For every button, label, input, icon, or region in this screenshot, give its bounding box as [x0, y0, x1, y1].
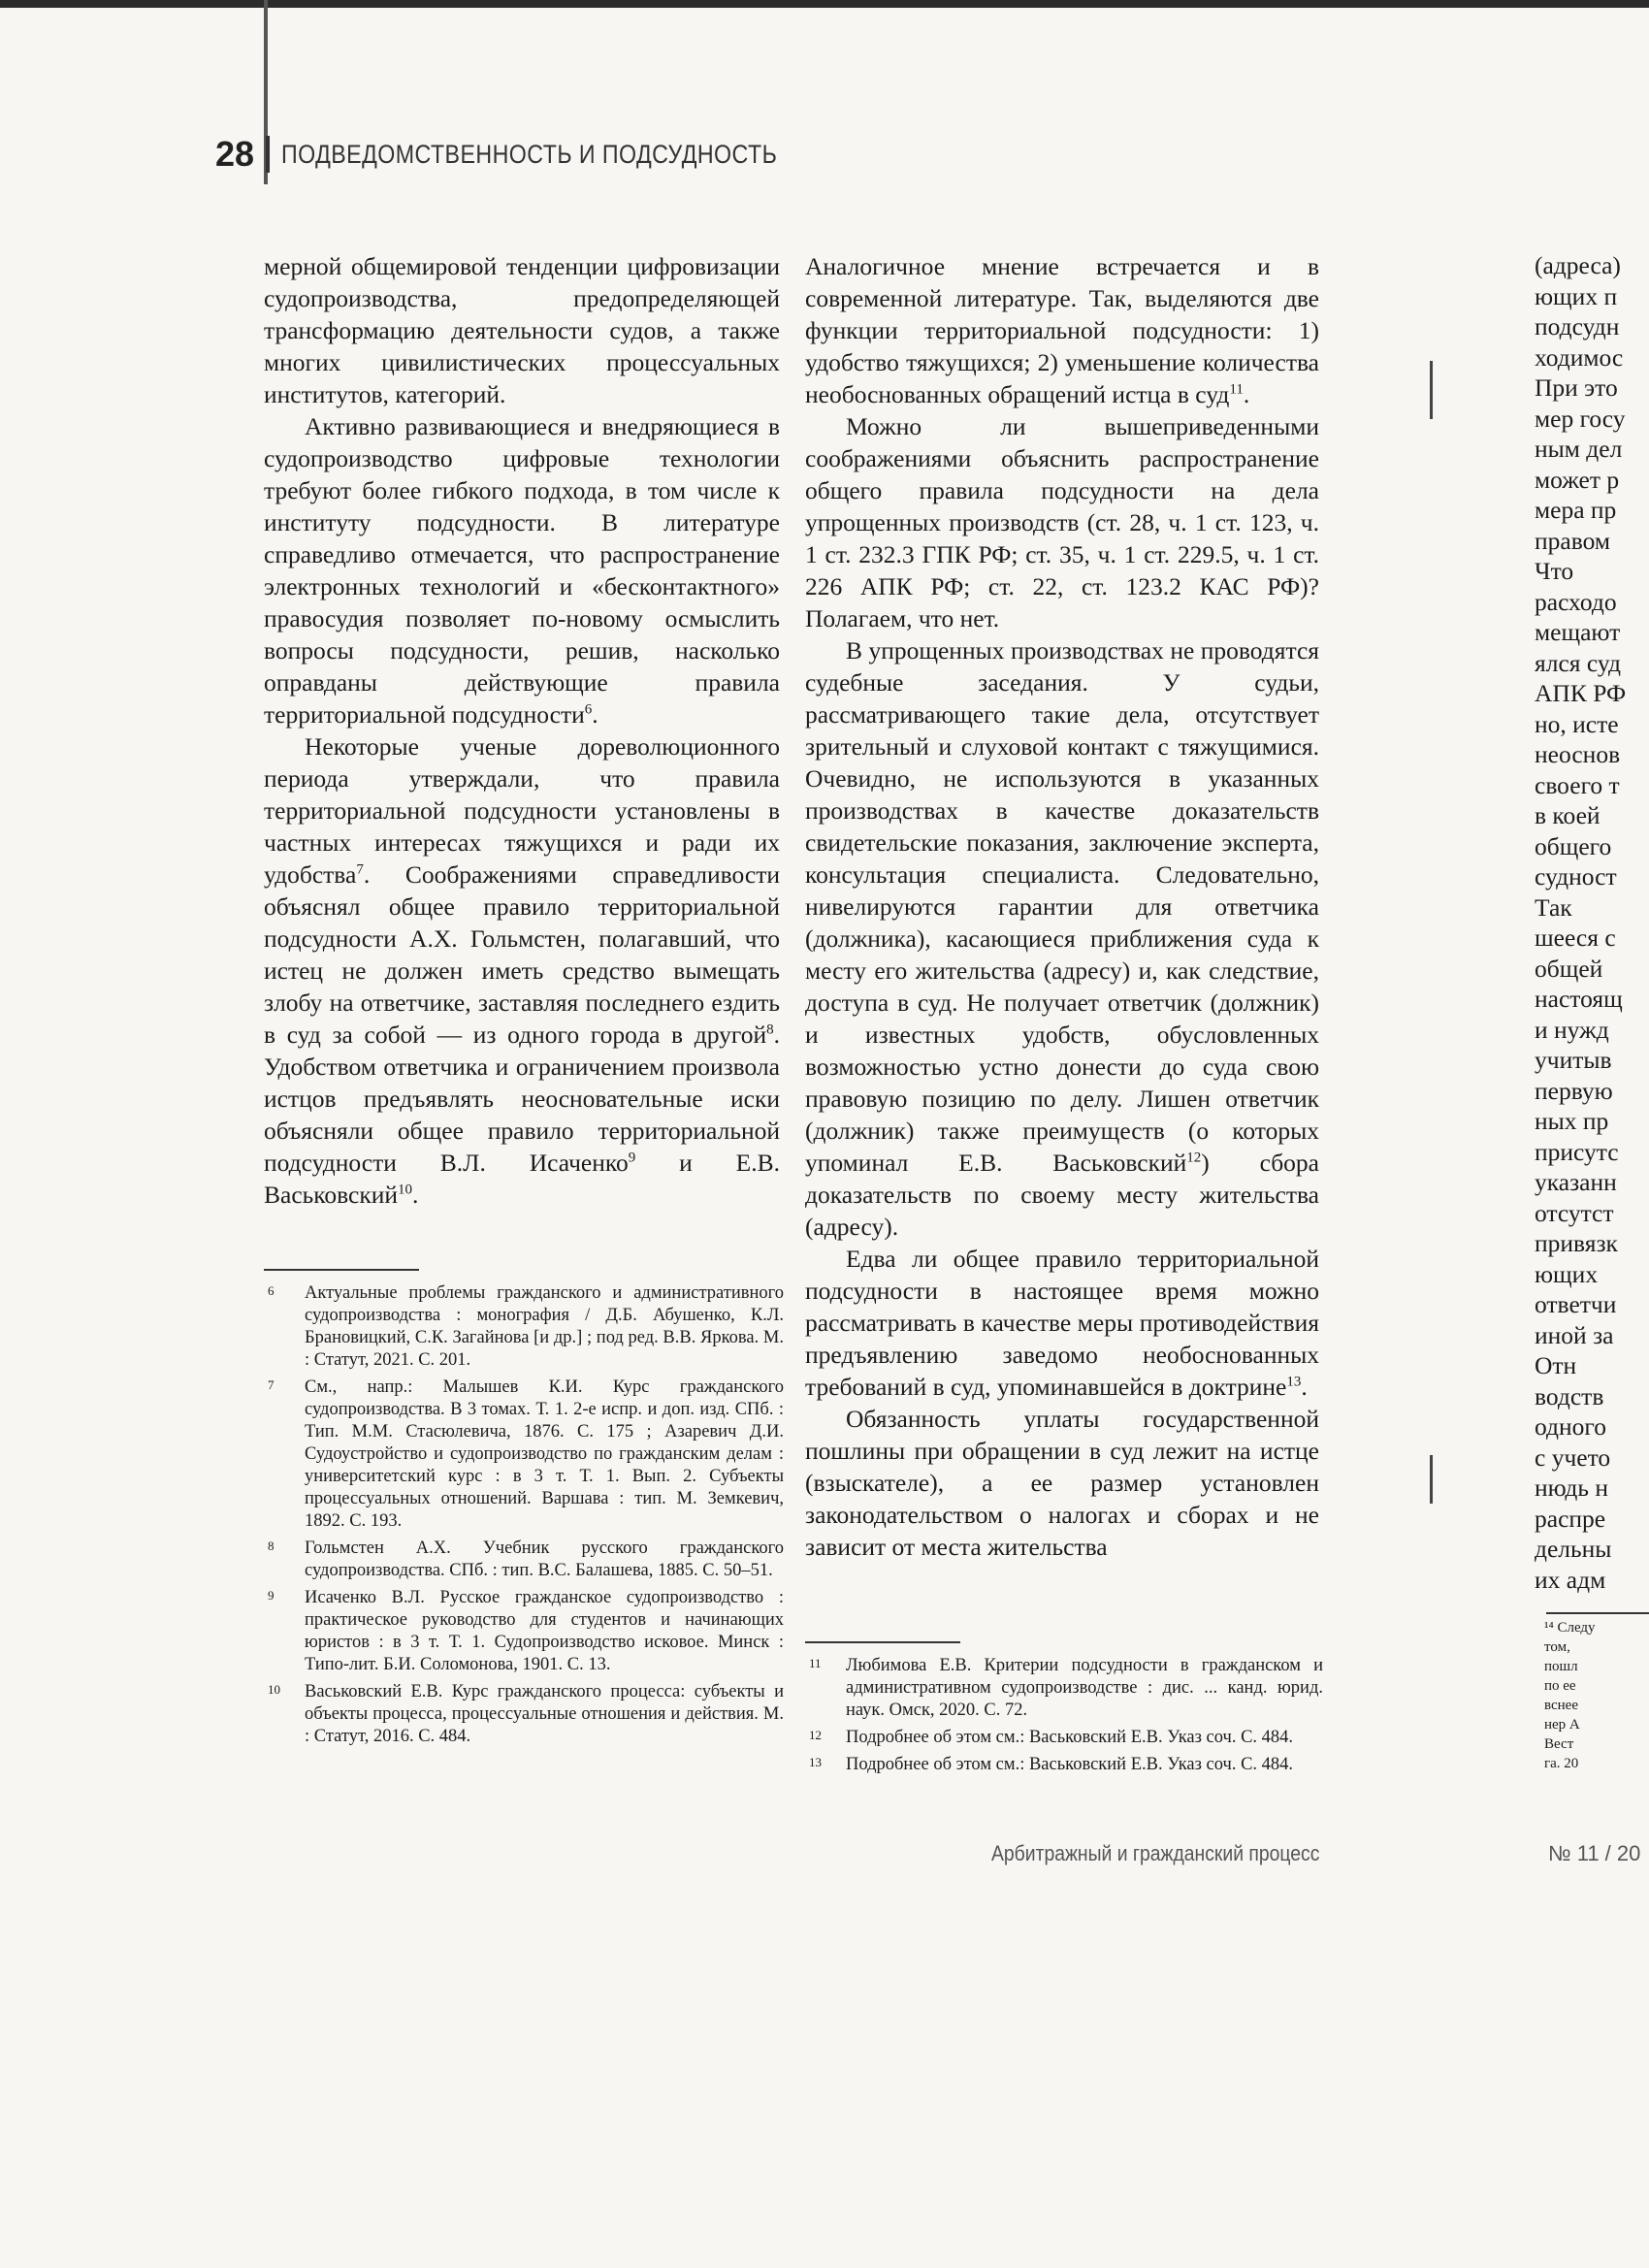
- section-title: ПОДВЕДОМСТВЕННОСТЬ И ПОДСУДНОСТЬ: [281, 139, 778, 169]
- next-page-line: ных пр: [1535, 1107, 1609, 1135]
- journal-footer: Арбитражный и гражданский процесс: [991, 1841, 1320, 1865]
- next-page-line: правом: [1535, 526, 1610, 555]
- paragraph: Едва ли общее правило территориальной подсудности в настоящее время можно рассматривать в качестве меры противодействия предъявлению заведомо необоснованных требований в суд, упоминавшейся в доктрине$^{13}$.: [805, 1245, 1319, 1401]
- next-page-line: При это: [1535, 373, 1618, 402]
- paragraph: Активно развивающиеся и внедряющиеся в судопроизводство цифровые технологии требуют более гибкого подхода, в том числе к институту подсудности. В литературе справедливо отмечается, что распространение электронных технологий и «бесконтактного» правосудия позволяет по-новому осмыслить вопросы подсудности, решив, насколько оправданы действующие правила территориальной подсудности$^6$.: [264, 412, 780, 729]
- footnote: 9 Исаченко В.Л. Русское гражданское судопроизводство : практическое руководство для студентов и начинающих юристов : в 3 т. Т. 1. Судопроизводство исковое. Минск : Типо-лит. Б.И. Соломонова, 1901. С. 13.: [268, 1587, 784, 1674]
- footnote-ref[interactable]: 11: [1229, 381, 1244, 398]
- next-page-line: Отн: [1535, 1351, 1577, 1379]
- next-page-line: ответчи: [1535, 1290, 1617, 1318]
- next-page-line: мера пр: [1535, 496, 1617, 524]
- footnote-ref[interactable]: 9: [628, 1150, 636, 1166]
- footnote: 7 См., напр.: Малышев К.И. Курс гражданского судопроизводства. В 3 томах. Т. 1. 2-е испр. и доп. изд. СПб. : Тип. М.М. Стасюлевича, 1876. С. 175 ; Азаревич Д.И. Судоустройство и судопроизводство по гражданским делам : университетский курс : в 3 т. Т. 1. Вып. 2. Субъекты процессуальных отношений. Варшава : тип. М. Земкевич, 1892. С. 193.: [268, 1377, 784, 1531]
- next-page-footnote-fragment: [1544, 1618, 1596, 1773]
- footnote: 8 Гольмстен А.Х. Учебник русского гражданского судопроизводства. СПб. : тип. В.С. Балашева, 1885. С. 50–51.: [268, 1538, 784, 1580]
- paragraph: В упрощенных производствах не проводятся судебные заседания. У судьи, рассматривающего такие дела, отсутствует зрительный и слуховой контакт с тяжущимися. Очевидно, не используются в указанных производствах в качестве доказательств свидетельские показания, заключение эксперта, консультация специалиста. Следовательно, нивелируются гарантии для ответчика (должника), касающиеся приближения суда к месту его жительства (адресу) и, как следствие, доступа в суд. Не получает ответчик (должник) и известных удобств, обусловленных возможностью устно донести до суда свою правовую позицию по делу. Лишен ответчик (должник) также преимуществ (о которых упоминал Е.В. Васьковский$^{12}$) сбора доказательств по своему месту жительства (адресу).: [805, 636, 1320, 1241]
- next-page-line: водств: [1535, 1381, 1604, 1410]
- footnote-ref[interactable]: 6: [584, 701, 593, 718]
- next-page-line: распре: [1535, 1504, 1606, 1533]
- paragraph: Можно ли вышеприведенными соображениями объяснить распространение общего правила подсудности на дела упрощенных производств (ст. 28, ч. 1 ст. 123, ч. 1 ст. 232.3 ГПК РФ; ст. 35, ч. 1 ст. 229.5, ч. 1 ст. 226 АПК РФ; ст. 22, ст. 123.2 КАС РФ)? Полагаем, что нет.: [805, 412, 1319, 632]
- footnote-ref[interactable]: 8: [766, 1021, 774, 1038]
- next-page-line: учитыв: [1535, 1046, 1612, 1074]
- scan-mark: [1430, 1455, 1433, 1504]
- next-page-footnote-line: га. 20: [1544, 1756, 1579, 1771]
- next-page-footnote-line: ¹⁴ Следу: [1544, 1620, 1596, 1636]
- page-top-border: [0, 0, 1649, 8]
- next-page-line: расходо: [1535, 587, 1617, 616]
- footnote-ref[interactable]: 13: [1286, 1374, 1302, 1390]
- next-page-line: шееся с: [1535, 923, 1616, 952]
- next-page-line: ходимос: [1535, 342, 1624, 372]
- next-page-line: первую: [1535, 1076, 1613, 1105]
- paragraph: Аналогичное мнение встречается и в современной литературе. Так, выделяются две функции территориальной подсудности: 1) удобство тяжущихся; 2) уменьшение количества необоснованных обращений истца в суд$^{11}$.: [805, 252, 1319, 408]
- scan-mark: [1430, 361, 1433, 419]
- next-page-line: привязк: [1535, 1229, 1618, 1257]
- next-page-footnote-line: пошл: [1544, 1659, 1578, 1674]
- paragraph: Некоторые ученые дореволюционного периода утверждали, что правила территориальной подсудности установлены в частных интересах тяжущихся и ради их удобства$^7$. Соображениями справедливости объяснял общее правило территориальной подсудности А.Х. Гольмстен, полагавший, что истец не должен иметь средство вымещать злобу на ответчике, заставляя последнего ездить в суд за собой — из одного города в другой$^8$. Удобством ответчика и ограничением произвола истцов предъявлять неосновательные иски объясняли общее правило территориальной подсудности В.Л. Исаченко$^9$ и Е.В. Васьковский$^{10}$.: [264, 732, 781, 1209]
- footnote: 11 Любимова Е.В. Критерии подсудности в гражданском и административном судопроизводстве : дис. ... канд. юрид. наук. Омск, 2020. С. 72.: [809, 1655, 1323, 1720]
- footnote-separator: [805, 1641, 960, 1643]
- footnote-ref[interactable]: 7: [356, 861, 364, 878]
- next-page-footnote-line: Вест: [1544, 1736, 1574, 1752]
- next-page-line: их адм: [1535, 1565, 1606, 1594]
- next-page-line: и нужд: [1535, 1015, 1609, 1044]
- footnotes-left: [264, 1269, 784, 1753]
- footnote-ref[interactable]: 12: [1186, 1150, 1202, 1166]
- footnote: 12 Подробнее об этом см.: Васьковский Е.В. Указ соч. С. 484.: [809, 1727, 1294, 1747]
- footnotes-right: [805, 1641, 1323, 1781]
- next-page-line: ющих: [1535, 1259, 1599, 1288]
- next-page-line: отсутст: [1535, 1198, 1614, 1227]
- next-page-footnote-line: том,: [1544, 1639, 1570, 1655]
- next-page-line: судност: [1535, 862, 1617, 891]
- next-page-line: своего т: [1535, 770, 1620, 799]
- text-column-right: [805, 250, 1319, 1563]
- next-page-line: ющих п: [1535, 281, 1618, 310]
- next-page-line: ным дел: [1535, 435, 1623, 463]
- next-page-line: дельны: [1535, 1535, 1612, 1563]
- next-page-footnote-separator: [1546, 1612, 1649, 1614]
- next-page-line: Что: [1535, 557, 1574, 585]
- next-page-line: мещают: [1535, 618, 1621, 646]
- running-header: [215, 134, 858, 175]
- next-page-line: иной за: [1535, 1320, 1614, 1349]
- footnote: 13 Подробнее об этом см.: Васьковский Е.В. Указ соч. С. 484.: [809, 1754, 1294, 1774]
- next-page-line: но, исте: [1535, 709, 1619, 738]
- next-page-line: одного: [1535, 1412, 1606, 1441]
- next-page-line: подсудн: [1535, 312, 1620, 340]
- next-page-text-fragment: [1535, 250, 1626, 1595]
- next-page-line: присутс: [1535, 1137, 1619, 1166]
- next-page-footnote-line: вснее: [1544, 1698, 1578, 1713]
- next-page-line: общего: [1535, 831, 1612, 860]
- next-page-line: общей: [1535, 954, 1603, 983]
- footnote: 6 Актуальные проблемы гражданского и административного судопроизводства : монография / Д.Б. Абушенко, К.Л. Брановицкий, С.К. Загайнова [и др.] ; под ред. В.В. Яркова. М. : Статут, 2021. С. 201.: [268, 1282, 784, 1370]
- next-page-line: (адреса): [1535, 251, 1621, 279]
- next-page-line: с учето: [1535, 1442, 1611, 1472]
- next-page-line: нюдь н: [1535, 1474, 1609, 1502]
- footnote-ref[interactable]: 10: [398, 1182, 413, 1198]
- next-page-footnote-line: нер А: [1544, 1717, 1580, 1733]
- next-page-line: в коей: [1535, 801, 1600, 829]
- paragraph: Обязанность уплаты государственной пошлины при обращении в суд лежит на истце (взыскателе), а ее размер установлен законодательством о налогах и сборах и не зависит от места жительства: [805, 1405, 1319, 1561]
- next-page-line: мер госу: [1535, 404, 1626, 433]
- page-number: 28: [215, 134, 255, 174]
- next-page-line: настоящ: [1535, 985, 1623, 1013]
- header-divider: [266, 136, 270, 173]
- paragraph: мерной общемировой тенденции цифровизации судопроизводства, предопределяющей трансформацию деятельности судов, а также многих цивилистических процессуальных институтов, категорий.: [264, 252, 780, 408]
- issue-number: № 11 / 20: [1548, 1841, 1641, 1865]
- next-page-line: может р: [1535, 465, 1620, 494]
- next-page-line: ялся суд: [1535, 648, 1621, 677]
- next-page-line: АПК РФ: [1535, 679, 1627, 707]
- footnote: 10 Васьковский Е.В. Курс гражданского процесса: субъекты и объекты процесса, процессуальные отношения и действия. М. : Статут, 2016. С. 484.: [268, 1681, 784, 1746]
- next-page-footnote-line: по ее: [1544, 1678, 1576, 1694]
- next-page-line: указанн: [1535, 1168, 1617, 1196]
- next-page-line: Так: [1535, 892, 1572, 922]
- text-column-left: [264, 250, 780, 1211]
- footnote-separator: [264, 1269, 419, 1271]
- next-page-line: неоснов: [1535, 740, 1621, 768]
